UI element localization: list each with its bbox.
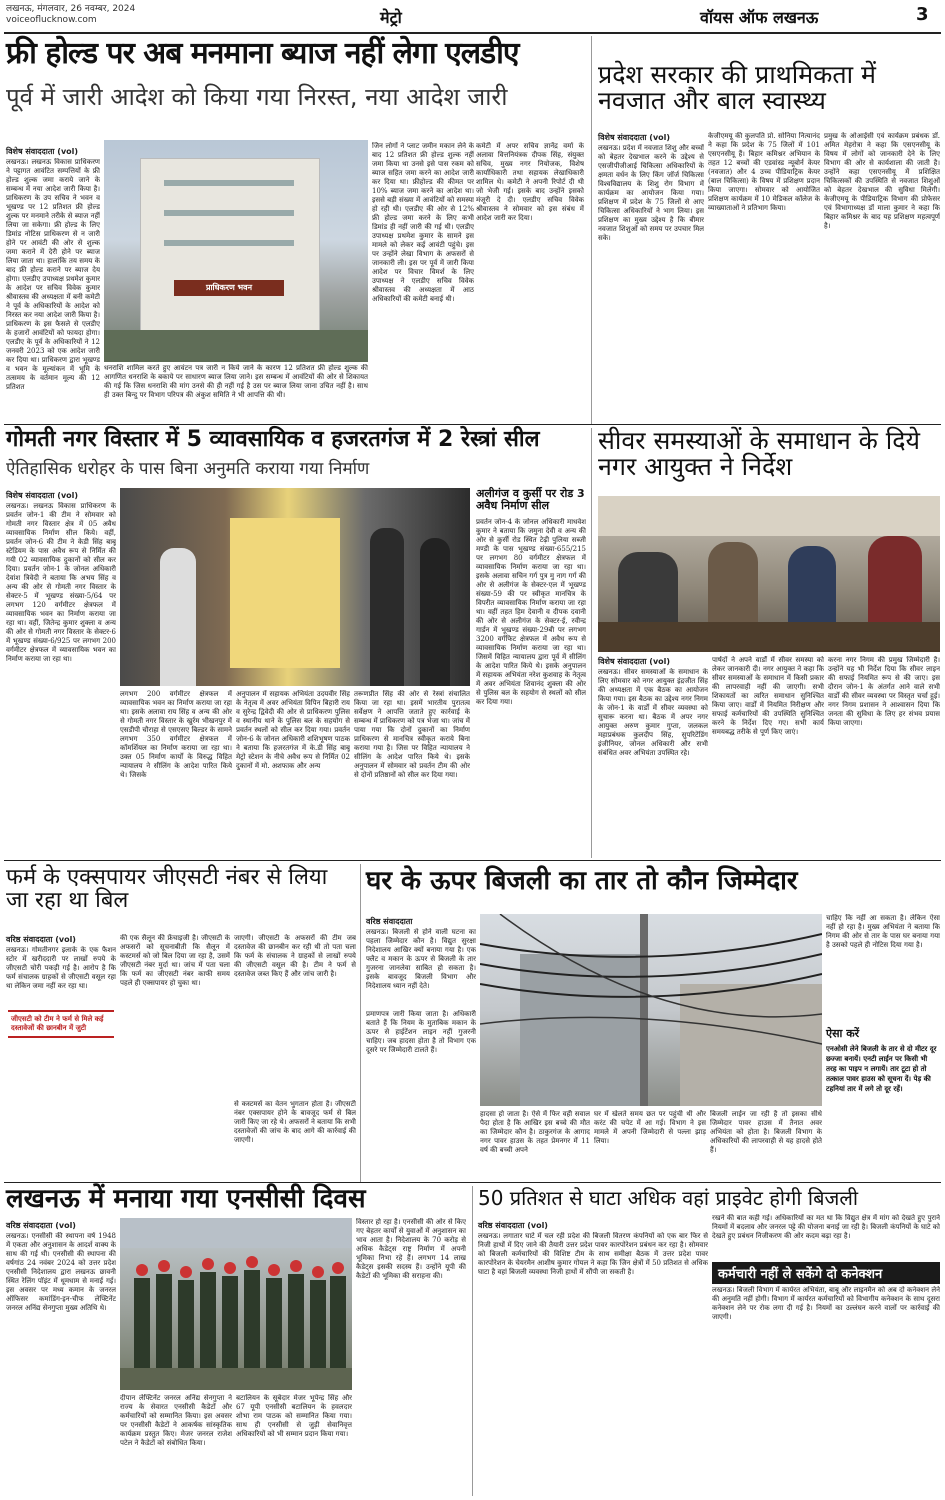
story1-col3: जिन लोगों ने प्लाट जमीन मकान लेने के बाद 12 प्रतिशत फ्री होल्ड शुल्क नहीं जमा किया था उनसे इसे पास रकम को ब्याज सहित जमा करने का आदेश जारी कर दिया था। फ्रीहोल्ड की कीमत पर 10% ब्याज जमा करने का आदेश था। इससे बड़ी संख्या में आवंटियों को समस्या हो रही थी। एलडीए की ओर से 12% फ्री होल्ड जमा करने के लिए कभी डिमांड ही नहीं जारी की गई थी। एलडीए उपाध्यक्ष प्रथमेश कुमार के सामने इस मामले को लेकर कई आवंटी पहुंचे। इस पर उन्होंने लेखा विभाग के अफसरों से जानकारी ली। इस पर पूर्व में जारी किया आदेश पर विचार विमर्श के लिए उपाध्यक्ष ने एलडीए सचिव विवेक श्रीवास्तव की अध्यक्षता में आठ अधिकारियों की कमेटी बनाई थी। — [372, 142, 474, 303]
story2-col1: लखनऊ। प्रदेश में नवजात शिशु और बच्चों को बेहतर देखभाल करने के उद्देश्य से एसजीपीजीआई चिकित्सा अधिकारियों के क्षमता वर्धन के लिए किंग जॉर्ज चिकित्सा विश्वविद्यालय के शिशु रोग विभाग में कार्यक्रम का आयोजन किया गया। प्रशिक्षण में प्रदेश के 75 जिलों से आए चिकित्सा अधिकारियों ने भाग लिया। इस प्रशिक्षण का मुख्य उद्देश्य है कि बीमार नवजात शिशुओं को समय पर उपचार मिल सके। — [598, 144, 704, 242]
story1-col2: धनराशि शामिल करते हुए आवंटन पत्र जारी न किये जाने के कारण 12 प्रतिशत फ्री होल्ड शुल्क की आगणित धनराशि के बकाये पर साधारण ब्याज लिया जाने। इस सम्बन्ध में आवंटियों की ओर से शिकायत की गई कि जिस धनराशि की मांग उनसे की ही नहीं गई है उस पर ब्याज लिया जाना उचित नहीं है। साथ ही उक्त बिन्दु पर विभाग परिपत्र की अंकुश समिति ने भी आपत्ति की थी। — [104, 364, 368, 399]
building-sign: प्राधिकरण भवन — [174, 280, 284, 296]
issue-date: लखनऊ, मंगलवार, 26 नवम्बर, 2024 — [6, 4, 136, 14]
story2-byline: विशेष संवाददाता (vol) — [598, 133, 671, 142]
story4-col3: करना नगर निगम की प्रमुख जिम्मेदारी है। उन्होंने यह भी निर्देश दिया कि सीवर लाइन की सफाई नियमित रूप से की जाए। इस दौरान जोन-1 के अंतर्गत आने वाले सभी वार्डों की सीवर व्यवस्था पर विस्तृत चर्चा हुई। नगर निगम प्रशासन ने आश्वासन दिया कि जनता की सुविधा के लिए हर संभव प्रयास किया जाएगा। — [828, 656, 940, 727]
story3-subhead: ऐतिहासिक धरोहर के पास बिना अनुमति कराया गया निर्माण — [6, 459, 370, 479]
story3-col2: लगभग 200 वर्गमीटर क्षेत्रफल में व्यावसायिक भवन का निर्माण कराया जा रहा था। इसके अलावा राय सिंह व अन्य की ओर से गोमती नगर विस्तार के खुर्रम भीखनपुर में एसडीपी चौराहा से एसएसए बिल्डर के सामने लगभग 350 वर्गमीटर क्षेत्रफल में कॉमर्शियल का निर्माण कराया जा रहा था। उक्त 05 निर्माण कार्यों के विरुद्ध विहित न्यायालय ने सीलिंग के आदेश पारित किये थे। जिसके — [120, 690, 232, 779]
section-name: मेट्रो — [380, 8, 402, 27]
story1-headline: फ्री होल्ड पर अब मनमाना ब्याज नहीं लेगा एलडीए — [6, 36, 519, 71]
story6-headline: घर के ऊपर बिजली का तार तो कौन जिम्मेदार — [366, 866, 798, 896]
story7-col3: बटालियन के सूबेदार मेजर भूपेन्द्र सिंह और 67 यूपी एनसीसी बटालियन के हवलदार शोभा राम पाठक को सम्मानित किया गया। साथ ही एनसीसी से जुड़ी सेवानिवृत्त अधिकारियों को भी सम्मान प्रदान किया गया। — [236, 1394, 352, 1438]
story8-box-text: लखनऊ। बिजली विभाग में कार्यरत अभियंता, बाबू और लाइनमैन को अब दो कनेक्शन लेने की अनुमति नहीं होगी। विभाग में कार्यरत कर्मचारियों को विभागीय कनेक्शन के साथ दूसरा कनेक्शन लेने पर रोक लगा दी गई है। नियमों का उल्लंघन करने वालों पर कार्रवाई की जाएगी। — [712, 1286, 940, 1321]
paper-name: वॉयस ऑफ लखनऊ — [700, 8, 819, 27]
website-url: voiceoflucknow.com — [6, 15, 97, 25]
story3-boxhead: अलीगंज व कुर्सी पर रोड 3 अवैध निर्माण सील — [476, 487, 585, 513]
person-figure — [420, 538, 450, 686]
story2-headline: प्रदेश सरकार की प्राथमिकता में नवजात और बाल स्वास्थ्य — [598, 60, 876, 116]
story6-bottom-col3: बिजली लाईन जा रही है तो इसका सीधे जिम्मेदार पावर हाउस में तैनात अवर अभियंता को होता है। बिजली विभाग के अधिकारियों की लापरवाही से यह हादसे होते हैं। — [710, 1110, 822, 1154]
story5-col1b — [6, 1046, 116, 1180]
story6-box-text: एनओसी लेने बिजली के तार से दो मीटर दूर छज्जा बनायें। एनटी लाईन पर किसी भी तरह का पाइप न लगायें। तार टूटा हो तो तत्काल पावर हाउस को सूचना दें। पेड़ की टहनियां तार में लगे तो दूर रहें। — [826, 1045, 937, 1093]
story3-photo — [120, 488, 470, 686]
story3-col3: अनुपालन में सहायक अभियंता उदयवीर सिंह के नेतृत्व में अवर अभियंता विपिन बिहारी राय व सुरेन्द्र द्विवेदी की ओर से प्राधिकरण पुलिस व स्थानीय थाने के पुलिस बल के सहयोग से प्रवर्तन स्थलों को सील कर दिया गया। प्रवर्तन जोन-6 के जोनल अधिकारी शशिभूषण पाठक ने बताया कि हजरतगंज में के.डी सिंह बाबू मेट्रो स्टेशन के नीचे अवैध रूप से निर्मित 02 दुकानों में मो. अशफाक और अन्य — [236, 690, 350, 770]
story7-col4: विस्तार हो रहा है। एनसीसी की ओर से किए गए बेहतर कार्यों से युवाओं में अनुशासन का भाव आता है। निदेशालय के 70 करोड़ से अधिक कैडेट्स राष्ट्र निर्माण में अपनी भूमिका निभा रहे हैं। लगभग 14 लाख कैडेट्स इसकी सदस्य हैं। उन्होंने यूपी की कैडेटों की भूमिका की सराहना की। — [356, 1218, 466, 1280]
story7-byline: वरिष्ठ संवाददाता (vol) — [6, 1221, 76, 1230]
story1-byline: विशेष संवाददाता (vol) — [6, 147, 79, 156]
story6-col1: लखनऊ। बिजली से होने वाली घटना का पहला जिम्मेदार कौन है। विद्युत सुरक्षा निदेशालय आखिर क्यों बनाया गया है। एक फ्लैट व मकान के ऊपर से बिजली के तार गुजरना जानलेवा साबित हो सकता है। इसके बावजूद बिजली विभाग और निदेशालय ध्यान नहीं देते। — [366, 928, 476, 990]
story5-col3: जाएगी। जीएसटी के अफसरों की टीम जब दस्तावेज की छानबीन कर रही थी तो पता चला कि फर्म के संचालक ने ग्राहकों से लाखों रुपये की जीएसटी वसूल की है। टीम ने फर्म से दस्तावेज जब्त किए हैं और जांच जारी है। — [234, 934, 356, 978]
story7-col2: दीपान लेफ्टिनेंट जनरल अनिंद्य सेनगुप्ता ने राज्य के सेवारत एनसीसी कैडेटों और कर्मचारियों को सम्मानित किया। इस अवसर पर एनसीसी कैडेटों ने आकर्षक सांस्कृतिक कार्यक्रम प्रस्तुत किए। मेजर जनरल राजेश पटेल ने कैडेटों को संबोधित किया। — [120, 1394, 232, 1447]
story5-col2: की एक सैलून की फ्रेंचाइजी है। जीएसटी के अफसरों को सूचनाबीती कि सैलून में कस्टमर्स को जो बिल दिया जा रहा है, उसमें जीएसटी नंबर मुर्दा था। जांच में पता चला कि फर्म का जीएसटी नंबर काफी समय पहले ही एक्सपायर हो चुका था। — [120, 934, 230, 987]
person-figure — [708, 542, 758, 632]
story1-subhead: पूर्व में जारी आदेश को किया गया निरस्त, नया आदेश जारी — [6, 83, 508, 111]
story6-box-head: ऐसा करें — [826, 1027, 860, 1040]
story5-byline: वरिष्ठ संवाददाता (vol) — [6, 935, 76, 944]
masthead-rule — [4, 32, 941, 34]
story8-col1: लखनऊ। लगातार घाटे में चल रही प्रदेश की बिजली वितरण कंपनियों को एक बार फिर से निजी हाथों में दिए जाने की तैयारी उत्तर प्रदेश पावर कारपोरेशन प्रबंधन कर रहा है। सोमवार को बिजली कर्मचारियों की विशिष्ट टीम के साथ समीक्षा बैठक में उत्तर प्रदेश पावर कारपोरेशन के चेयरमैन आशीष कुमार गोयल ने कहा कि जिन क्षेत्रों में 50 प्रतिशत से अधिक घाटा है वहां बिजली व्यवस्था निजी हाथों में सौंपी जा सकती है। — [478, 1232, 708, 1276]
story1-col4: कमेटी में अपर सचिव ज्ञानेंद्र वर्मा के अलावा वित्तनियंत्रक दीपक सिंह, संयुक्त सचिव, मुख्य नगर नियोजक, विशेष कार्याधिकारी तथा सहायक लेखाधिकारी शामिल थे। कमेटी ने अपनी रिपोर्ट दी थी जो भेजी गई। इसके बाद उन्होंने इसको मंजूरी दे दी। एलडीए सचिव विवेक श्रीवास्तव ने सोमवार को इस संबंध में आदेश जारी कर दिया। — [476, 142, 584, 222]
story2-col2: केजीएमयू की कुलपति प्रो. सोनिया नित्यानंद ने कहा कि प्रदेश के 75 जिलों में 101 एसएनसीयू हैं। बिहार कमिश्नर अभियान के तहत 12 बच्चों की एडवांस्ड न्यूबोर्न केयर (नवजात) और 4 उच्च पीडियाट्रिक केयर (बाल चिकित्सा) के विषय में प्रशिक्षण प्रदान किया जाएगा। सोमवार को आयोजित प्रशिक्षण कार्यक्रम में 10 मेडिकल कॉलेज के व्याख्याताओं ने प्रतिभाग किया। — [708, 132, 820, 212]
person-figure — [618, 552, 678, 632]
meeting-table — [598, 622, 940, 652]
person-figure — [160, 548, 196, 686]
story4-byline: विशेष संवाददाता (vol) — [598, 657, 671, 666]
story8-box-head: कर्मचारी नहीं ले सकेंगे दो कनेक्शन — [712, 1262, 940, 1284]
story1-col1: लखनऊ। लखनऊ विकास प्राधिकरण ने पट्टागत आवंटित सम्पत्तियों के फ्री होल्ड शुल्क जमा कराये जाने के सम्बन्ध में नया आदेश जारी किया है। प्राधिकरण के उप सचिव ने भवन व भूखण्ड पर 12 प्रतिशत फ्री होल्ड शुल्क पर मनमाने तरीके से ब्याज नहीं लिया जा सकेगा। फ्री होल्ड के लिए डिमांड नोटिस प्राधिकरण से न जारी होने पर आवंटी की ओर से शुल्क जमा कराने में देरी होने पर ब्याज लिया जाता था। हालांकि तय समय के बाद फ्री होल्ड कराने पर ब्याज देय होगा। एलडीए उपाध्यक्ष प्रथमेश कुमार के आदेश पर सचिव विवेक कुमार श्रीवास्तव की अध्यक्षता में बनी कमेटी ने पूर्व के अधिकारियों के आदेश को निरस्त कर नया आदेश जारी किया है। प्राधिकरण के इस फैसले से एलडीए के हजारों आवंटियों को फायदा होगा। एलडीए के पूर्व के अधिकारियों ने 12 जनवरी 2023 को एक आदेश जारी कर दिया था। प्राधिकरण द्वारा भूखण्ड व भवन के मूल्यांकन में भूमि के तत्समय के वर्तमान मूल्य की 12 प्रतिशत — [6, 158, 100, 391]
building-shape — [140, 158, 320, 348]
story5-pull-quote: जीएसटी को टीम ने फर्म से मिले कई दस्तावेजों की छानबीन में जुटी — [8, 1010, 114, 1038]
story7-headline: लखनऊ में मनाया गया एनसीसी दिवस — [6, 1184, 366, 1214]
story3-col4: तरूणप्रीत सिंह की ओर से रेस्त्रां संचालित किया जा रहा था। इसमें भारतीय पुरातत्व सर्वेक्षण ने आपत्ति जताते हुए कार्रवाई के सम्बन्ध में प्राधिकरण को पत्र भेजा था। जांच में पाया गया कि दोनों दुकानों का निर्माण प्राधिकरण से मानचित्र स्वीकृत कराये बिना कराया गया है। जिस पर विहित न्यायालय ने सीलिंग के आदेश पारित किये थे। इसके अनुपालन में सोमवार को प्रवर्तन टीम की ओर से दोनों प्रतिष्ठानों को सील कर दिया गया। — [354, 690, 470, 779]
story3-headline: गोमती नगर विस्तार में 5 व्यावसायिक व हजरतगंज में 2 रेस्त्रां सील — [6, 427, 540, 452]
person-figure — [868, 536, 922, 632]
story4-headline: सीवर समस्याओं के समाधान के दिये नगर आयुक्त ने निर्देश — [598, 426, 921, 482]
story5-headline: फर्म के एक्सपायर जीएसटी नंबर से लिया जा रहा था बिल — [6, 865, 328, 914]
story4-photo — [598, 496, 940, 652]
story6-bottom-col2: घर में खेलते समय छत पर पहुंची थी और करंट की चपेट में आ गई। विभाग ने इस मामले में अपनी जिम्मेदारी से पल्ला झाड़ लिया। — [594, 1110, 706, 1145]
story3-byline: विशेष संवाददाता (vol) — [6, 491, 79, 500]
ncc-group-photo — [120, 1218, 352, 1390]
story6-photo — [480, 914, 822, 1106]
story6-col2: प्रमाणपत्र जारी किया जाता है। अधिकारी बताते हैं कि नियम के मुताबिक मकान के ऊपर से हाईटेंशन लाइन नहीं गुजरनी चाहिए। जब हादसा होता है तो विभाग एक दूसरे पर जिम्मेदारी टालते हैं। — [366, 1010, 476, 1054]
story8-headline: 50 प्रतिशत से घाटा अधिक वहां प्राइवेट होगी बिजली — [478, 1186, 859, 1210]
story2-col3: प्रमुख के ओआईसी एवं कार्यक्रम प्रबंधक डॉ. अमित मेहरोत्रा ने कहा कि एसएनसीयू के विषय में लोगों को जानकारी देने के लिए विभाग की ओर से कार्यशाला की जाती है। उन्होंने कहा एसएनसीयू में प्रशिक्षित चिकित्सकों की उपस्थिति से नवजात शिशुओं को बेहतर देखभाल की सुविधा मिलेगी। केजीएमयू के पीडियाट्रिक विभाग की प्रोफेसर एवं विभागाध्यक्ष डॉ माला कुमार ने कहा कि बिहार कमिश्नर के बाद यह प्रशिक्षण महत्वपूर्ण है। — [824, 132, 940, 230]
story6-byline: वरिष्ठ संवाददाता — [366, 917, 413, 926]
power-lines-icon — [480, 914, 822, 1106]
story4-col1: लखनऊ। सीवर समस्याओं के समाधान के लिए सोमवार को नगर आयुक्त इंद्रजीत सिंह की अध्यक्षता में एक बैठक का आयोजन किया गया। इस बैठक का उद्देश्य नगर निगम के जोन-1 के वार्डों में सीवर व्यवस्था को सुचारू करना था। बैठक में अपर नगर आयुक्त अरुण कुमार गुप्ता, जलकल महाप्रबंधक कुलदीप सिंह, सुपरिटेंडिंग इंजीनियर, जोनल अधिकारी और सभी संबंधित अवर अभियंता उपस्थित रहे। — [598, 668, 708, 757]
shutter — [230, 518, 340, 668]
story5-col1: लखनऊ। गोमतीनगर इलाके के एक फैशन स्टोर में खरीददारी पर लाखों रुपये के जीएसटी चोरी पकड़ी गई है। आरोप है कि फर्म संचालक ग्राहकों से जीएसटी वसूल रहा था लेकिन जमा नहीं कर रहा था। — [6, 946, 116, 990]
story8-byline: वरिष्ठ संवाददाता (vol) — [478, 1221, 548, 1230]
story6-bottom-col1: हादसा हो जाता है। ऐसे में फिर वही सवाल पैदा होता है कि आखिर इस बच्चे की मौत का जिम्मेदार कौन है। ठाकुरगंज के आगाद नगर पावर हाउस के तहत प्रेमनगर में 11 वर्ष की बच्ची अपने — [480, 1110, 590, 1154]
story3-col1: लखनऊ। लखनऊ विकास प्राधिकरण के प्रवर्तन जोन-1 की टीम ने सोमवार को गोमती नगर विस्तार क्षेत्र में 05 अवैध व्यावसायिक निर्माण सील किये। वहीं, प्रवर्तन जोन-6 की टीम ने केडी सिंह बाबू स्टेडियम के पास अवैध रूप से निर्मित की गयी 02 व्यावसायिक दुकानों को सील कर दिया। प्रवर्तन जोन-1 के जोनल अधिकारी देवांश त्रिवेदी ने बताया कि अभय सिंह व अन्य की ओर से गोमती नगर विस्तार के सेक्टर-5 में भूखण्ड संख्या-5/64 पर लगभग 120 वर्गमीटर क्षेत्रफल में व्यावसायिक भवन का निर्माण कराया जा रहा था। वहीं, जितेन्द्र कुमार शुक्ला व अन्य की ओर से गोमती नगर विस्तार के सेक्टर-6 में भूखण्ड संख्या-6/925 पर लगभग 200 वर्गमीटर क्षेत्रफल में व्यावसायिक भवन का निर्माण कराया जा रहा था। — [6, 502, 116, 663]
story3-col5: प्रवर्तन जोन-4 के जोनल अधिकारी माधवेश कुमार ने बताया कि जमुना देवी व अन्य की ओर से कुर्सी रोड स्थित टेढ़ी पुलिया सब्जी मण्डी के पास भूखण्ड संख्या-655/215 पर लगभग 80 वर्गमीटर क्षेत्रफल में व्यावसायिक निर्माण कराया जा रहा था। इसके अलावा सचिन गर्ग पुत्र मु नाग गर्ग की ओर से अलीगंज के सेक्टर-एल में भूखण्ड संख्या-59 की पर स्वीकृत मानचित्र के विपरीत व्यावसायिक निर्माण कराया जा रहा था। वहीं तहत हिम देवानी व दीपक दवानी की ओर से अलीगंज के सेक्टर-ई, रवीन्द्र गार्डन में भूखण्ड संख्या-29बी पर लगभग 3200 वर्गफिट क्षेत्रफल में अवैध रूप से व्यावसायिक निर्माण कराया जा रहा था। जिसमें विहित न्यायालय द्वारा पूर्व में सीलिंग के आदेश पारित किये थे। इसके अनुपालन में सहायक अभियंता नरेश कुशवाह के नेतृत्व में अवर अभियंता शिवानंद शुक्ला की ओर से पुलिस बल के सहयोग से स्थलों को सील कर दिया गया। — [476, 518, 586, 706]
masthead-date — [6, 4, 166, 26]
story6-col3: चाहिए कि नहीं आ सकता है। लेकिन ऐसा नहीं हो रहा है। मुख्य अभियंता ने बताया कि निगम की ओर से तार के पास घर बनाया गया है उसको पहले ही नोटिस दिया गया है। — [826, 914, 940, 949]
story4-col2: पार्षदों ने अपने वार्डों में सीवर समस्या को लेकर जानकारी दी। नगर आयुक्त ने कहा कि सीवर समस्याओं के समाधान में किसी प्रकार की लापरवाही नहीं की जाएगी। सभी शिकायतों का त्वरित समाधान सुनिश्चित किया जाए। वार्डों में नियमित निरीक्षण और सफाई कर्मचारियों की उपस्थिति सुनिश्चित करने के निर्देश दिए गए। सभी कार्य समयबद्ध तरीके से पूर्ण किए जाएं। — [712, 656, 824, 736]
person-figure — [788, 546, 836, 632]
person-figure — [370, 528, 404, 686]
story1-photo — [104, 140, 368, 362]
story7-col1: लखनऊ। एनसीसी की स्थापना वर्ष 1948 में एकता और अनुशासन के आदर्श वाक्य के साथ की गई थी। एनसीसी की स्थापना की वर्षगांठ 24 नवंबर 2024 को उत्तर प्रदेश एनसीसी निदेशालय द्वारा लखनऊ छावनी स्थित रेलिंग पॉइंट में धूमधाम से मनाई गई। इस अवसर पर मध्य कमान के जनरल ऑफिसर कमांडिंग-इन-चीफ लेफ्टिनेंट जनरल अनिंद्य सेनगुप्ता मुख्य अतिथि थे। — [6, 1232, 116, 1312]
page-number: 3 — [916, 4, 929, 25]
story5-col4: से कस्टमर्स का वेतन भुगतान होता है। जीएसटी नंबर एक्सपायर होने के बावजूद फर्म से बिल जारी किए जा रहे थे। अफसरों ने बताया कि सभी दस्तावेजों की जांच के बाद आगे की कार्रवाई की जाएगी। — [234, 1100, 356, 1144]
story8-col2: रखने की बात कही गई। अधिकारियों का मत था कि विद्युत क्षेत्र में मांग को देखते हुए पुराने नियमों में बदलाव और जनरल पट्टे की योजना बनाई जा रही है। बिजली कंपनियों के घाटे को देखते हुए प्रबंधन निजीकरण की ओर कदम बढ़ा रहा है। — [712, 1214, 940, 1240]
story7-photo — [120, 1218, 352, 1390]
